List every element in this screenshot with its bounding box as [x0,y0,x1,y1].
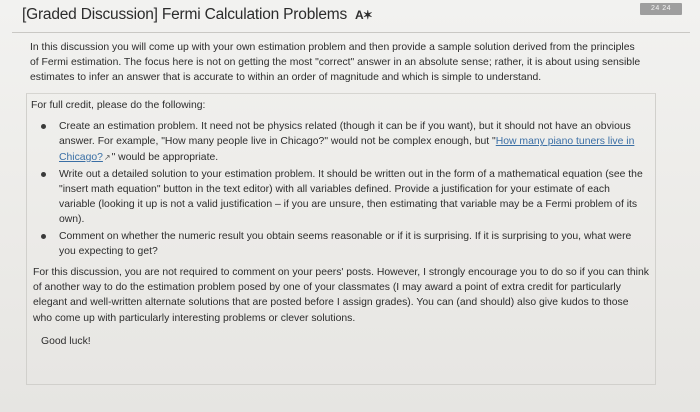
requirements-heading: For full credit, please do the following: [31,100,206,112]
good-luck-text: Good luck! [41,335,91,347]
item1-text-before: Create an estimation problem. It need not be physics related (though it can be if you want), but it should not have an obvious answer. For example, "How many people live in Chicago?" would not be complex enough, but " [59,121,631,148]
bullet-icon [41,172,46,177]
discussion-body [30,40,649,385]
external-link-icon: ↗ [103,152,111,162]
bullet-icon [41,234,46,239]
list-item [31,167,649,227]
intro-paragraph: In this discussion you will come up with your own estimation problem and then provide a sample solution derived from the principles of Fermi estimation. The focus here is not on getting the most "correct" answer in an absolute sense; rather, it is about using sensible estimates to infer an answer that is accurate to within an order of magnitude and which is simple to understand. [30,42,641,84]
counter-badge: 24 24 [640,3,682,15]
peer-comment-paragraph: For this discussion, you are not required to comment on your peers' posts. However, I strongly encourage you to do so if you can think of another way to do the estimation problem posed by one of your classmates (I may award a point of extra credit for particularly elegant and well-written alternate solutions that are posted before I assign grades). You can (and should) also give kudos to those who come up with particularly interesting problems or clever solutions. [33,267,649,324]
item3-text: Comment on whether the numeric result you obtain seems reasonable or if it is surprising. If it is surprising to you, what were you expecting to get? [59,231,632,258]
requirements-list [31,119,649,259]
piano-tuners-link[interactable]: How many piano tuners live in Chicago? [59,136,635,163]
list-item [31,119,649,164]
list-item [31,229,649,259]
title-divider [12,32,690,33]
instructions-box [26,93,656,385]
bullet-icon [41,124,46,129]
title-row [22,6,372,24]
item1-text-after: " would be appropriate. [111,151,219,163]
item2-text: Write out a detailed solution to your estimation problem. It should be written out in the form of a mathematical equation (see the "insert math equation" button in the text editor) with all variables defined. Provide a justification for your estimate of each variable (looking it up is not a valid justification – if you are unsure, then estimating that variable may be a Fermi problem of its own). [59,168,643,225]
accessibility-icon[interactable]: A✶ [355,8,372,22]
page-title: [Graded Discussion] Fermi Calculation Problems [22,6,348,23]
